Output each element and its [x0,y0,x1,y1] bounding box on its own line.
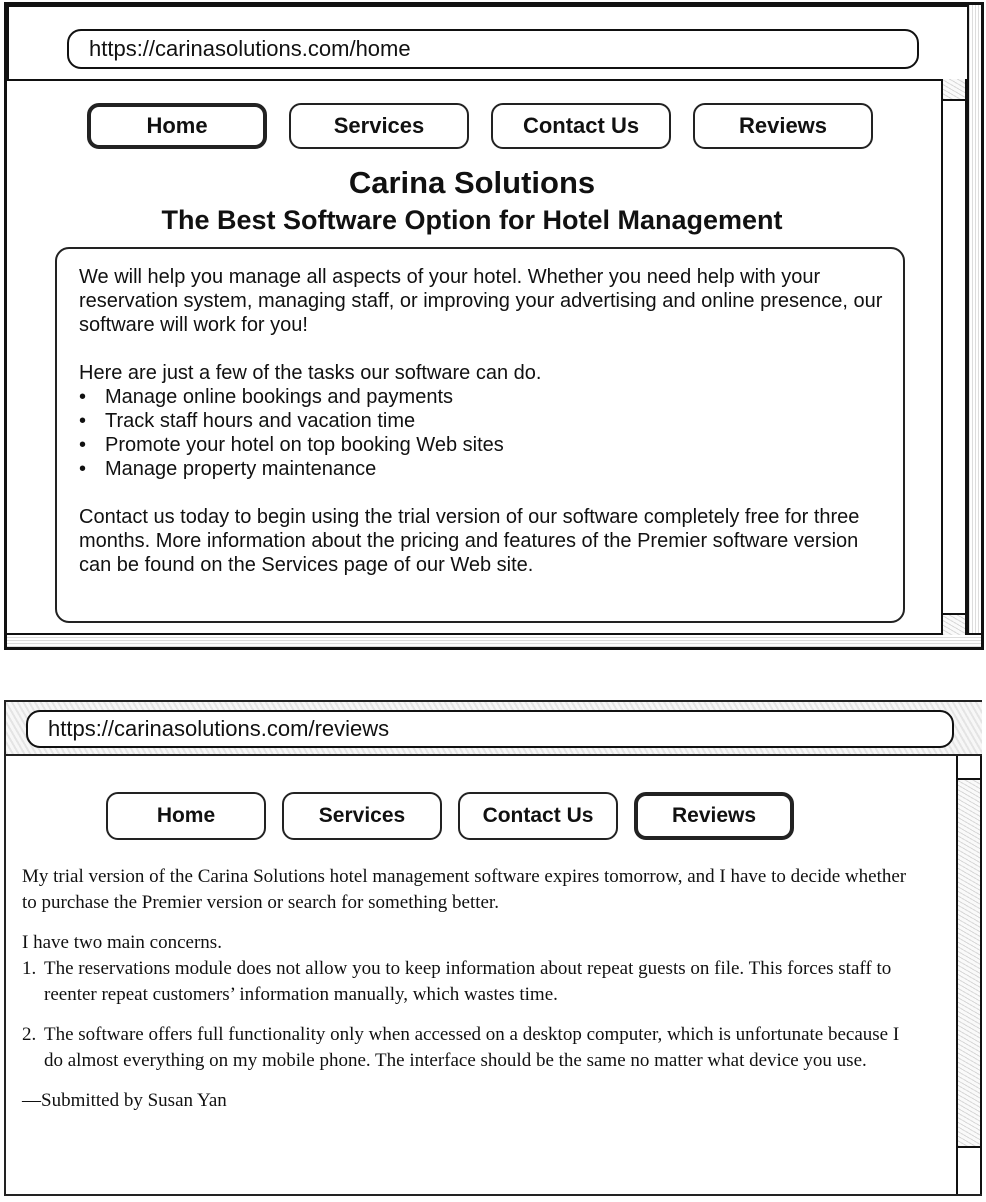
closing-paragraph: Contact us today to begin using the trial version of our software completely free for three months. More information about the pricing and features of the Premier software version can be found on the Services page of our Web site. [79,506,860,576]
task-text: Track staff hours and vacation time [105,410,416,432]
review-intro: My trial version of the Carina Solutions hotel management software expires tomorrow, and I have to decide whether to purchase the Premier version or search for something better. [22,866,907,913]
task-text: Promote your hotel on top booking Web sites [105,434,504,456]
bullet-icon: • [79,410,87,432]
vertical-scrollbar[interactable] [956,756,982,1194]
browser-window-reviews [4,700,982,1196]
home-content-panel [55,247,905,623]
nav-home-button[interactable]: Home [87,103,267,149]
address-bar-area [7,5,981,81]
scrollbar-track[interactable] [958,778,980,1148]
window-frame-edge [967,5,981,647]
bullet-icon: • [79,386,87,408]
list-item [79,433,883,457]
list-item [79,457,883,481]
browser-window-home [4,2,984,650]
nav-contact-us-button[interactable]: Contact Us [491,103,671,149]
review-content [22,864,922,1114]
url-input[interactable]: https://carinasolutions.com/reviews [26,710,954,748]
scroll-down-arrow[interactable] [943,613,965,635]
nav-services-button[interactable]: Services [282,792,442,840]
site-nav [87,103,873,149]
site-nav [106,792,794,840]
list-item [79,385,883,409]
nav-contact-us-button[interactable]: Contact Us [458,792,618,840]
nav-reviews-button[interactable]: Reviews [634,792,794,840]
vertical-scrollbar[interactable] [941,79,967,635]
task-text: Manage property maintenance [105,458,377,480]
window-frame-bottom [7,633,981,647]
site-title: Carina Solutions [348,165,596,200]
bullet-icon: • [79,434,87,456]
tasks-heading: Here are just a few of the tasks our software can do. [79,362,542,384]
nav-services-button[interactable]: Services [289,103,469,149]
task-text: Manage online bookings and payments [105,386,454,408]
list-item [22,956,922,1008]
site-subtitle: The Best Software Option for Hotel Management [161,205,783,235]
address-bar-area [6,702,982,756]
list-item [79,409,883,433]
task-list [79,385,883,481]
concern-text: The reservations module does not allow you to keep information about repeat guests on file. This forces staff to reenter repeat customers’ information manually, which wastes time. [44,958,892,1005]
item-number: 1. [22,958,37,979]
review-signature: —Submitted by Susan Yan [22,1090,227,1111]
concerns-list [22,956,922,1074]
nav-reviews-button[interactable]: Reviews [693,103,873,149]
url-input[interactable]: https://carinasolutions.com/home [67,29,919,69]
list-item [22,1022,922,1074]
intro-paragraph: We will help you manage all aspects of your hotel. Whether you need help with your reservation system, managing staff, or improving your advertising and online presence, our software will work for you! [79,266,883,336]
concern-text: The software offers full functionality only when accessed on a desktop computer, which is unfortunate because I do almost everything on my mobile phone. The interface should be the same no matter what device you use. [44,1024,900,1071]
nav-home-button[interactable]: Home [106,792,266,840]
scroll-up-arrow[interactable] [943,79,965,101]
concerns-heading: I have two main concerns. [22,932,222,953]
bullet-icon: • [79,458,87,480]
item-number: 2. [22,1024,37,1045]
